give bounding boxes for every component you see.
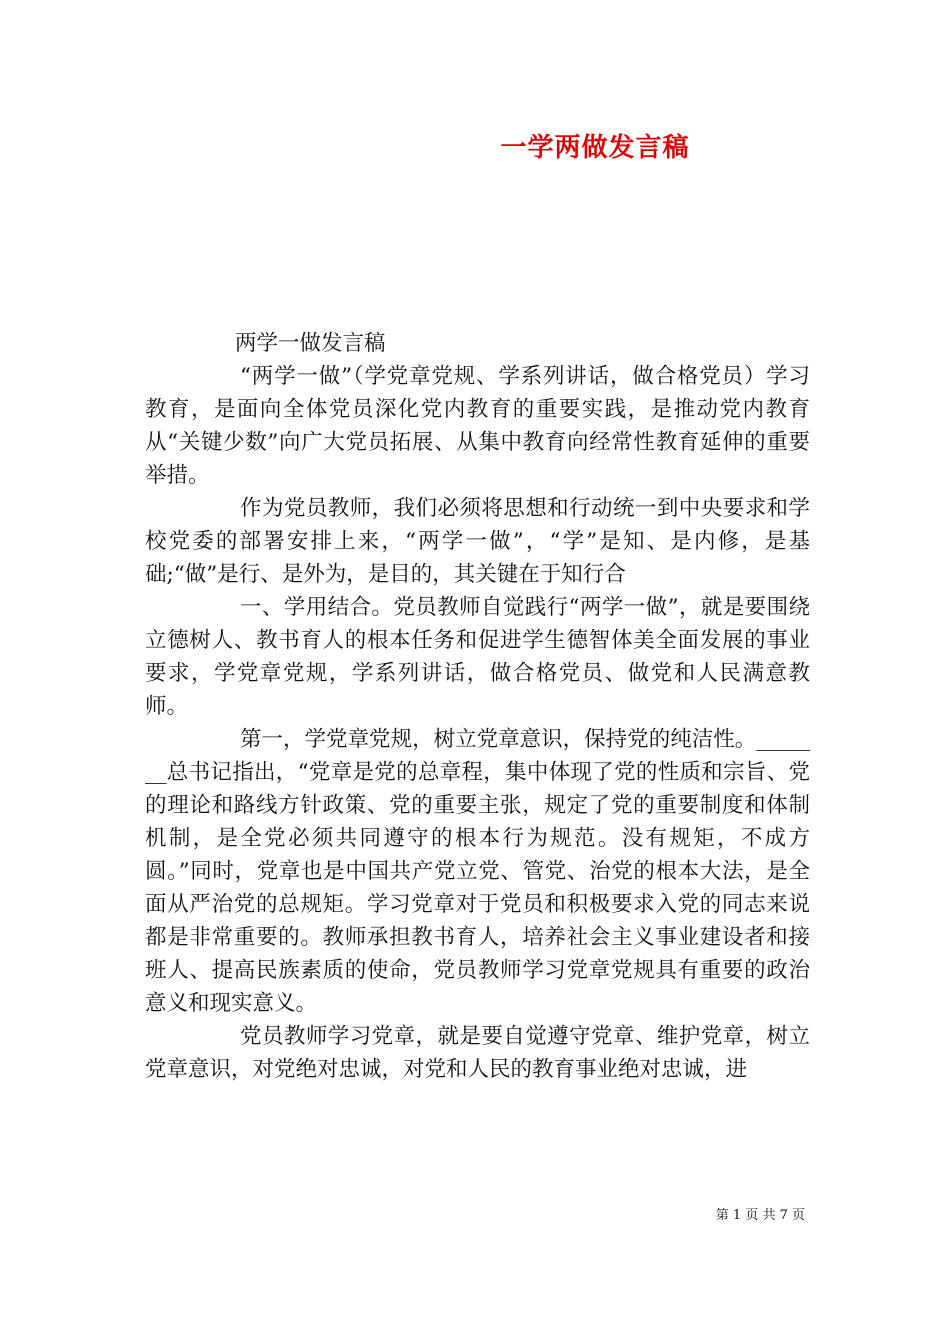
subtitle-paragraph: 两学一做发言稿 bbox=[235, 331, 386, 356]
body-paragraph: “两学一做”（学党章党规、学系列讲话，做合格党员）学习教育，是面向全体党员深化党内教育的重要实践，是推动党内教育从“关键少数”向广大党员拓展、从集中教育向经常性教育延伸的重要举措。 bbox=[145, 364, 810, 488]
body-paragraph: 第一，学党章党规，树立党章意识，保持党的纯洁性。_______总书记指出，“党章是党的总章程，集中体现了党的性质和宗旨、党的理论和路线方针政策、党的重要主张，规定了党的重要制度和体制机制，是全党必须共同遵守的根本行为规范。没有规矩，不成方圆。”同时，党章也是中国共产党立党、管党、治党的根本大法，是全面从严治党的总规矩。学习党章对于党员和积极要求入党的同志来说都是非常重要的。教师承担教书育人，培养社会主义事业建设者和接班人、提高民族素质的使命，党员教师学习党章党规具有重要的政治意义和现实意义。 bbox=[145, 727, 810, 1016]
document-title: 一学两做发言稿 bbox=[500, 133, 690, 163]
page-number: 第 1 页 共 7 页 bbox=[715, 1208, 805, 1223]
body-paragraph: 作为党员教师，我们必须将思想和行动统一到中央要求和学校党委的部署安排上来，“两学一做”，“学”是知、是内修，是基础;“做”是行、是外为，是目的，其关键在于知行合 bbox=[145, 496, 810, 587]
document-body bbox=[145, 327, 810, 1086]
body-paragraph: 党员教师学习党章，就是要自觉遵守党章、维护党章，树立党章意识，对党绝对忠诚，对党和人民的教育事业绝对忠诚，进 bbox=[145, 1024, 810, 1082]
body-paragraph: 一、学用结合。党员教师自觉践行“两学一做”，就是要围绕立德树人、教书育人的根本任务和促进学生德智体美全面发展的事业要求，学党章党规，学系列讲话，做合格党员、做党和人民满意教师。 bbox=[145, 595, 810, 719]
